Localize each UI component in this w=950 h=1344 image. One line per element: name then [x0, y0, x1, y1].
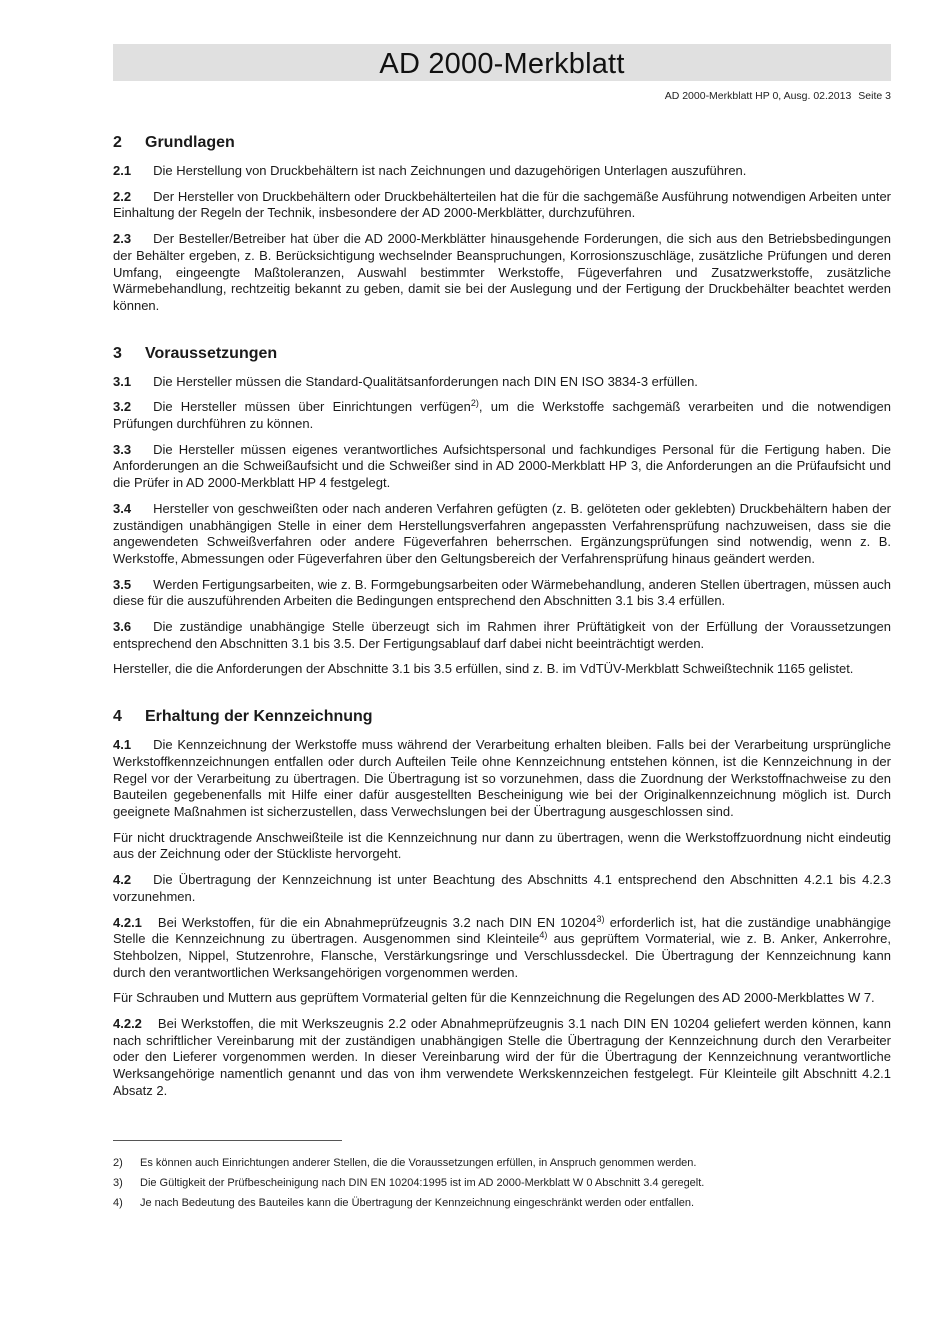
- paragraph-2-3: 2.3 Der Besteller/Betreiber hat über die AD 2000-Merkblätter hinausgehende Forderungen, die sich aus den Betriebsbedingungen der Behälter ergeben, z. B. Berücksichtigung wechselnder Beanspruchungen, Korrosionszuschläge, zusätzliche Prüfungen und deren Umfang, eingeengte Maßtoleranzen, Auswahl bestimmter Werkstoffe, Fügeverfahren und Zusatzwerkstoffe, zusätzliche Wärmebehandlung, rechtzeitig bekannt zu geben, damit sie bei der Auslegung und der Fertigung der Druckbehälter beachtet werden können.: [113, 231, 891, 313]
- paragraph-3-5: 3.5 Werden Fertigungsarbeiten, wie z. B. Formgebungsarbeiten oder Wärmebehandlung, anderen Stellen übertragen, müssen auch diese für die auszuführenden Arbeiten die Bedingungen entsprechend den Abschnitten 3.1 bis 3.4 erfüllen.: [113, 576, 891, 609]
- paragraph-4-2: 4.2 Die Übertragung der Kennzeichnung ist unter Beachtung des Abschnitts 4.1 entsprechend den Abschnitten 4.2.1 bis 4.2.3 vorzunehmen.: [113, 872, 891, 904]
- section-heading-3: 3 Voraussetzungen: [113, 344, 278, 362]
- paragraph-4-2-1: 4.2.1 Bei Werkstoffen, für die ein Abnahmeprüfzeugnis 3.2 nach DIN EN 10204$^{3)}$ erforderlich ist, hat die zuständige unabhängige Stelle die Kennzeichnung zu übertragen. Ausgenommen sind Kleinteile$^{4)}$ aus geprüftem Vormaterial, wie z. B. Anker, Ankerrohre, Stehbolzen, Nippel, Stutzenrohre, Flansche, Verstärkungsringe und Verschlussdeckel. Die Übertragung der Kennzeichnung kann durch den verantwortlichen Werksangehörigen vorgenommen werden.: [113, 913, 891, 980]
- paragraph-4-1: 4.1 Die Kennzeichnung der Werkstoffe muss während der Verarbeitung erhalten bleiben. Falls bei der Verarbeitung ursprüngliche Werkstoffkennzeichnungen entfallen oder durch Aufteilen Teile ohne Kennzeichnung entstehen können, ist die Kennzeichnung in der Regel vor der Verarbeitung zu übertragen. Die Übertragung ist so vorzunehmen, dass die Zuordnung der Werkstoffnachweise zu den Bauteilen gegebenenfalls mit Hilfe einer dafür ausgestellten Bescheinigung wie bei der Originalkennzeichnung möglich ist. Durch geeignete Maßnahmen ist sicherzustellen, dass Verwechslungen bei der Übertragung ausgeschlossen sind.: [113, 737, 891, 819]
- section-heading-2: 2 Grundlagen: [113, 134, 235, 151]
- footnote-ref-3: 3): [596, 913, 605, 924]
- footnote-ref-4: 4): [539, 930, 548, 941]
- footnote-ref-2: 2): [470, 398, 479, 409]
- paragraph-4-1-note: Für nicht drucktragende Anschweißteile ist die Kennzeichnung nur dann zu übertragen, wenn die Werkstoffzuordnung nicht eindeutig aus der Zeichnung oder der Stückliste hervorgeht.: [113, 829, 891, 862]
- document-title: AD 2000-Merkblatt: [379, 48, 625, 80]
- footnote-2: 2) Es können auch Einrichtungen anderer Stellen, die die Voraussetzungen erfüllen, in Anspruch genommen werden.: [113, 1156, 697, 1169]
- paragraph-4-2-2: 4.2.2 Bei Werkstoffen, die mit Werkszeugnis 2.2 oder Abnahmeprüfzeugnis 3.1 nach DIN EN 10204 geliefert werden können, kann nach schriftlicher Vereinbarung mit der zuständigen unabhängigen Stelle die Übertragung der Kennzeichnung durch den Verarbeiter oder den Lieferer vorgenommen werden. In dieser Vereinbarung wird der für die Übertragung der Kennzeichnung verantwortliche Werksangehörige namentlich genannt und das von ihm verwendete Werkskennzeichen festgelegt. Für Kleinteile gilt Abschnitt 4.2.1 Absatz 2.: [113, 1016, 891, 1098]
- footnote-divider: [113, 1140, 342, 1141]
- section-heading-4: 4 Erhaltung der Kennzeichnung: [113, 708, 373, 726]
- paragraph-2-2: 2.2 Der Hersteller von Druckbehältern oder Druckbehälterteilen hat die für die sachgemäße Ausführung notwendigen Arbeiten unter Einhaltung der Regeln der Technik, insbesondere der AD 2000-Merkblätter, durchzuführen.: [113, 188, 891, 221]
- footnotes: [113, 1156, 891, 1210]
- paragraph-4-2-1-note: Für Schrauben und Muttern aus geprüftem Vormaterial gelten für die Kennzeichnung die Regelungen des AD 2000-Merkblattes W 7.: [113, 990, 875, 1006]
- paragraph-3-1: 3.1 Die Hersteller müssen die Standard-Qualitätsanforderungen nach DIN EN ISO 3834-3 erfüllen.: [113, 373, 698, 389]
- footnote-3: 3) Die Gültigkeit der Prüfbescheinigung nach DIN EN 10204:1995 ist im AD 2000-Merkblatt W 0 Abschnitt 3.4 geregelt.: [113, 1176, 705, 1189]
- paragraph-3-note: Hersteller, die die Anforderungen der Abschnitte 3.1 bis 3.5 erfüllen, sind z. B. im VdTÜV-Merkblatt Schweißtechnik 1165 gelistet.: [113, 661, 854, 677]
- paragraph-3-6: 3.6 Die zuständige unabhängige Stelle überzeugt sich im Rahmen ihrer Prüftätigkeit von der Erfüllung der Voraussetzungen entsprechend den Abschnitten 3.1 bis 3.5. Der Fertigungsablauf darf dabei nicht beeinträchtigt werden.: [113, 619, 891, 651]
- document-title-bar: [113, 44, 891, 81]
- page-header-meta: [113, 90, 891, 102]
- paragraph-3-2: 3.2 Die Hersteller müssen über Einrichtungen verfügen$^{2)}$, um die Werkstoffe sachgemäß verarbeiten und die notwendigen Prüfungen durchführen zu können.: [113, 398, 891, 432]
- paragraph-3-4: 3.4 Hersteller von geschweißten oder nach anderen Verfahren gefügten (z. B. gelöteten oder geklebten) Druckbehältern haben der zuständigen unabhängigen Stelle in einer dem Herstellungsverfahren angepassten Verfahrensprüfung nachzuweisen, dass sie die angewendeten Schweißverfahren oder andere Fügeverfahren beherrschen. Ergänzungsprüfungen sind notwendig, wenn z. B. Werkstoffe, Abmessungen oder Fügeverfahren über den Geltungsbereich der Verfahrensprüfung hinaus geändert werden.: [113, 500, 891, 566]
- paragraph-3-3: 3.3 Die Hersteller müssen eigenes verantwortliches Aufsichtspersonal und fachkundiges Personal für die Fertigung haben. Die Anforderungen an die Schweißaufsicht und die Schweißer sind in AD 2000-Merkblatt HP 3, die Anforderungen an die Prüfaufsicht und die Prüfer in AD 2000-Merkblatt HP 4 festgelegt.: [113, 441, 891, 491]
- document-page: [113, 44, 891, 1210]
- doc-reference: AD 2000-Merkblatt HP 0, Ausg. 02.2013: [664, 90, 852, 102]
- page-number: Seite 3: [858, 90, 891, 102]
- footnote-4: 4) Je nach Bedeutung des Bauteiles kann die Übertragung der Kennzeichnung eingeschränkt werden oder entfallen.: [113, 1196, 695, 1209]
- paragraph-2-1: 2.1 Die Herstellung von Druckbehältern ist nach Zeichnungen und dazugehörigen Unterlagen auszuführen.: [113, 163, 747, 178]
